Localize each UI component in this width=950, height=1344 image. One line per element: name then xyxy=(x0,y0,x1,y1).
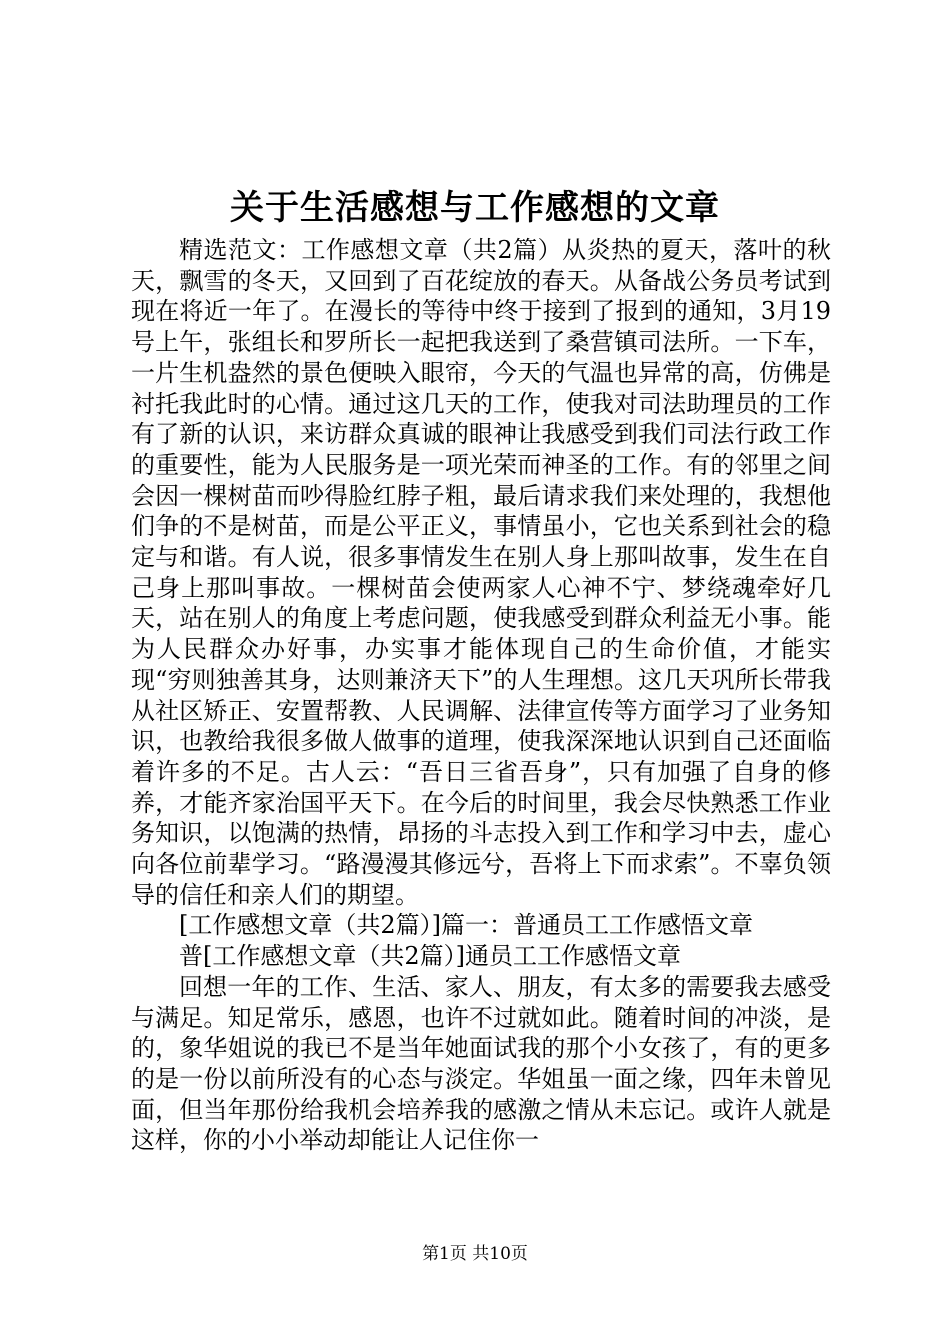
document-body xyxy=(131,235,831,1156)
paragraph-intro: 精选范文：工作感想文章（共2篇）从炎热的夏天，落叶的秋天，飘雪的冬天，又回到了百花绽放的春天。从备战公务员考试到现在将近一年了。在漫长的等待中终于接到了报到的通知，3月19号上午，张组长和罗所长一起把我送到了桑营镇司法所。一下车，一片生机盎然的景色便映入眼帘，今天的气温也异常的高，仿佛是衬托我此时的心情。通过这几天的工作，使我对司法助理员的工作有了新的认识，来访群众真诚的眼神让我感受到我们司法行政工作的重要性，能为人民服务是一项光荣而神圣的工作。有的邻里之间会因一棵树苗而吵得脸红脖子粗，最后请求我们来处理的，我想他们争的不是树苗，而是公平正义，事情虽小，它也关系到社会的稳定与和谐。有人说，很多事情发生在别人身上那叫故事，发生在自己身上那叫事故。一棵树苗会使两家人心神不宁、梦绕魂牵好几天，站在别人的角度上考虑问题，使我感受到群众利益无小事。能为人民群众办好事，办实事才能体现自己的生命价值，才能实现“穷则独善其身，达则兼济天下”的人生理想。这几天巩所长带我从社区矫正、安置帮教、人民调解、法律宣传等方面学习了业务知识，也教给我很多做人做事的道理，使我深深地认识到自己还面临着许多的不足。古人云：“吾日三省吾身”，只有加强了自身的修养，才能齐家治国平天下。在今后的时间里，我会尽快熟悉工作业务知识，以饱满的热情，昂扬的斗志投入到工作和学习中去，虚心向各位前辈学习。“路漫漫其修远兮，吾将上下而求索”。不辜负领导的信任和亲人们的期望。 xyxy=(131,236,831,909)
paragraph-section-heading: [工作感想文章（共2篇）]篇一：普通员工工作感悟文章 xyxy=(179,911,753,940)
document-title: 关于生活感想与工作感想的文章 xyxy=(230,188,720,228)
paragraph-subheading: 普[工作感想文章（共2篇）]通员工工作感悟文章 xyxy=(179,942,681,971)
page-number-footer: 第1页 共10页 xyxy=(422,1244,528,1264)
paragraph-reflection: 回想一年的工作、生活、家人、朋友，有太多的需要我去感受与满足。知足常乐，感恩，也许不过就如此。随着时间的冲淡，是的，象华姐说的我已不是当年她面试我的那个小女孩了，有的更多的是一份以前所没有的心态与淡定。华姐虽一面之缘，四年未曾见面，但当年那份给我机会培养我的感激之情从未忘记。或许人就是这样，你的小小举动却能让人记住你一 xyxy=(131,972,831,1155)
